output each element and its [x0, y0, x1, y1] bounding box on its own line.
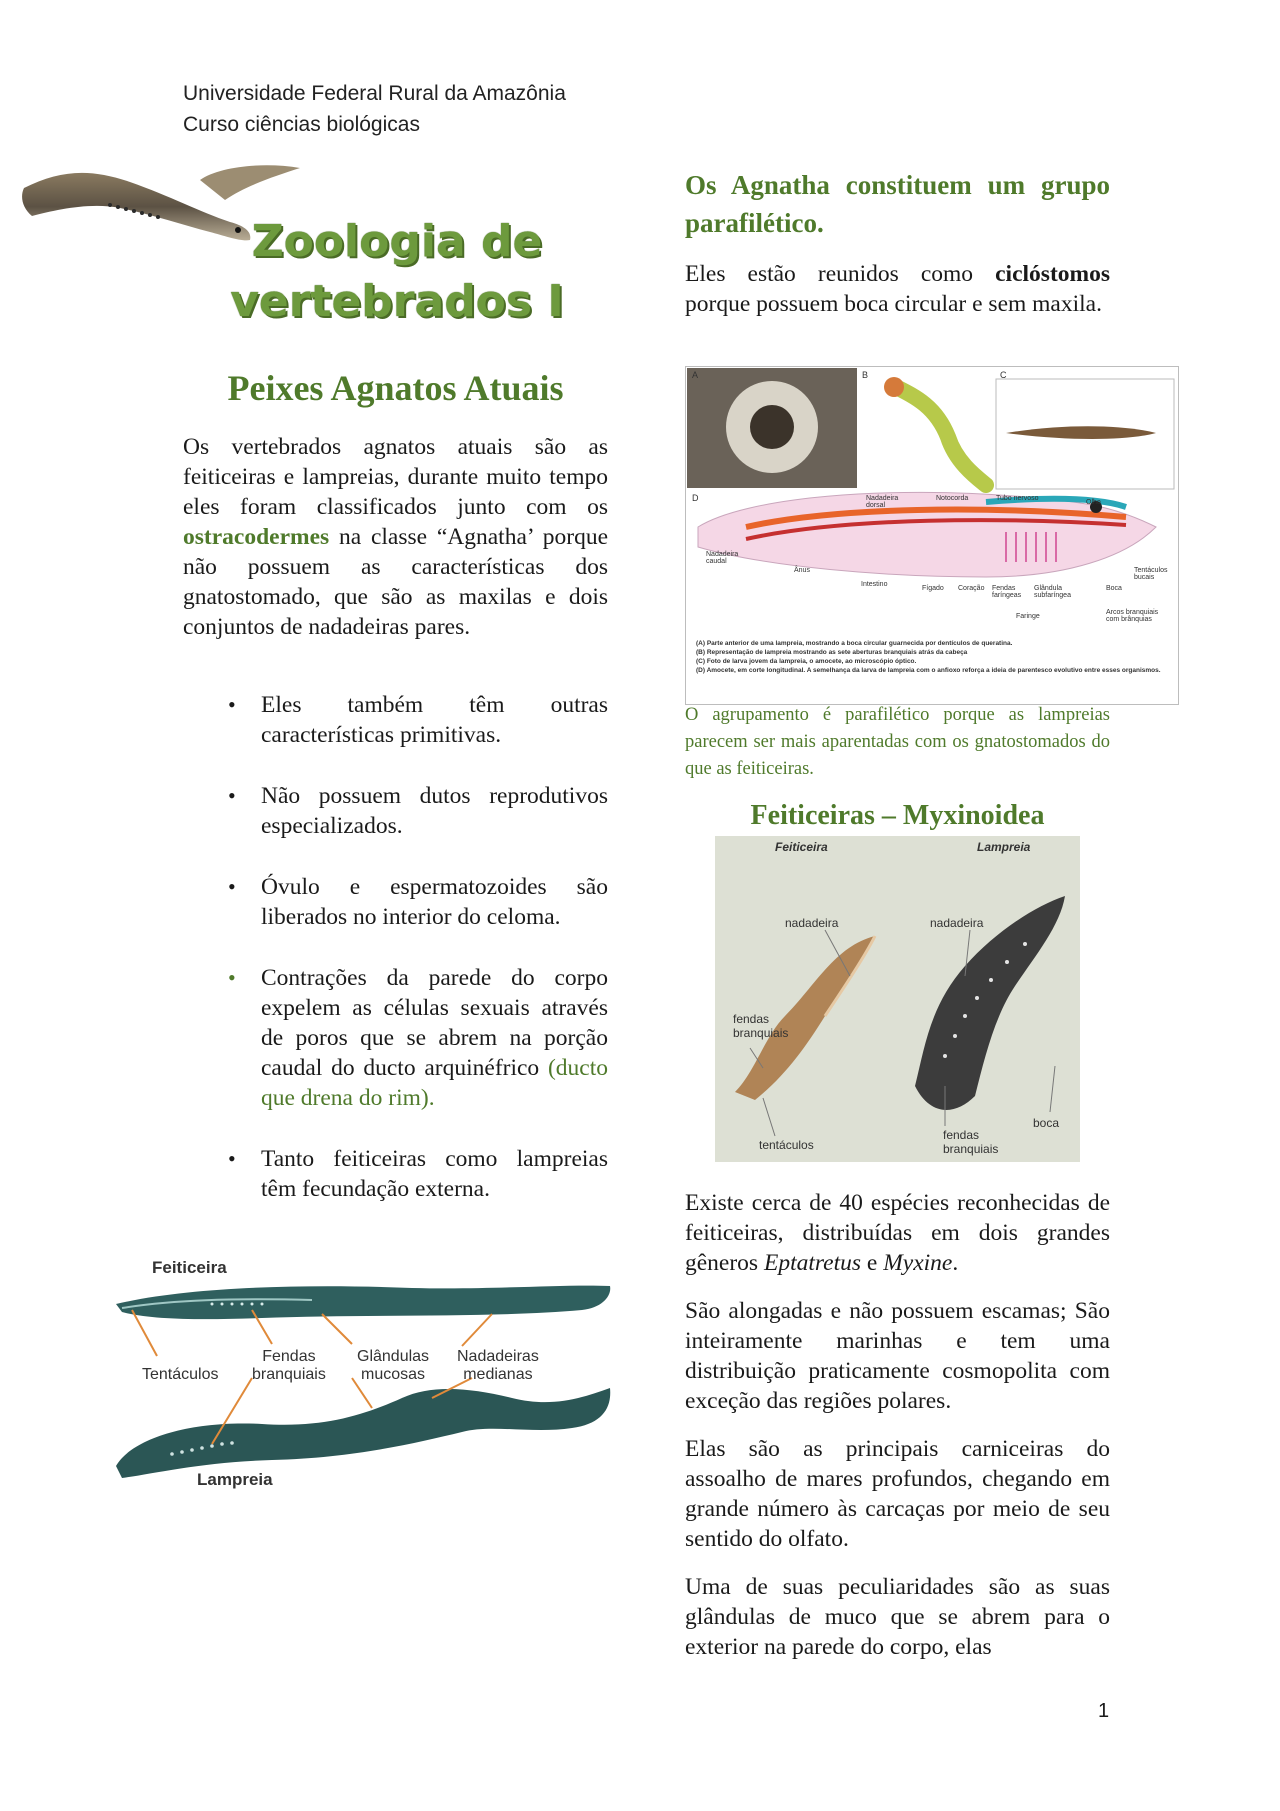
label-figado: Fígado: [922, 585, 944, 592]
duct-note: (ducto que drena do rim).: [261, 1055, 609, 1111]
intro-text-b: na classe “Agnatha’ porque não possuem as características dos gnatostomado, que são as maxilas e dois conjuntos de nadadeiras pares.: [183, 524, 609, 640]
label-glandula: Glândula subfaríngea: [1034, 585, 1071, 599]
compare-label-boca: boca: [1033, 1116, 1060, 1130]
scavenger-paragraph: Elas são as principais carniceiras do assoalho de mares profundos, chegando em grande número às carcaças por meio de seu sentido do olfato.: [685, 1436, 1110, 1552]
intro-text-a: Os vertebrados agnatos atuais são as feiticeiras e lampreias, durante muito tempo eles foram classificados junto com os: [183, 434, 608, 520]
intro-paragraph: [183, 432, 608, 642]
hagfish-lamprey-figure: [112, 1248, 612, 1498]
list-item: • Não possuem dutos reprodutivos especializados.: [228, 783, 608, 839]
list-item: • Óvulo e espermatozoides são liberados no interior do celoma.: [228, 874, 608, 930]
label-notocorda: Notocorda: [936, 495, 969, 502]
panel-c-label: C: [1000, 370, 1007, 380]
course-name: Curso ciências biológicas: [183, 113, 420, 136]
panel-d-label: D: [692, 493, 699, 503]
mucus-paragraph: Uma de suas peculiaridades são as suas glândulas de muco que se abrem para o exterior na parede do corpo, elas: [685, 1574, 1110, 1660]
compare-label-fendas-right: fendas branquiais: [943, 1128, 999, 1156]
label-tentaculos-bucais: Tentáculos bucais: [1134, 567, 1168, 581]
label-intestino: Intestino: [861, 581, 888, 588]
label-coracao: Coração: [958, 585, 985, 592]
bullet-icon: •: [228, 783, 236, 808]
label-anus: Ânus: [794, 567, 810, 574]
compare-label-feiticeira: Feiticeira: [775, 840, 828, 854]
genus-myxine: Myxine: [883, 1250, 953, 1276]
page-title: [222, 212, 572, 332]
label-fendas-faringeas: Fendas faríngeas: [992, 585, 1022, 599]
compare-label-nadadeira-right: nadadeira: [930, 916, 984, 930]
characteristics-list: [183, 690, 608, 1235]
label-nadadeira-caudal: Nadadeira caudal: [706, 551, 739, 565]
section-heading-agnatos: Peixes Agnatos Atuais: [227, 368, 564, 408]
institution-header: [183, 78, 566, 140]
paraphyly-caption: O agrupamento é parafilético porque as lampreias parecem ser mais aparentadas com os gnatostomados do que as feiticeiras.: [685, 705, 1110, 779]
label-boca: Boca: [1106, 585, 1122, 592]
title-line-2: vertebrados I: [230, 276, 564, 327]
label-nadadeiras-medianas: Nadadeiras medianas: [457, 1348, 539, 1383]
figure-label-feiticeira: Feiticeira: [152, 1258, 227, 1277]
species-paragraph: Existe cerca de 40 espécies reconhecidas de feiticeiras, distribuídas em dois grandes gêneros Eptatretus e Myxine.: [685, 1190, 1110, 1276]
list-item: • Contrações da parede do corpo expelem as células sexuais através de poros que se abrem na porção caudal do ducto arquinéfrico (ducto que drena do rim).: [228, 965, 609, 1111]
label-nadadeira-dorsal: Nadadeira dorsal: [866, 495, 899, 509]
compare-label-tentaculos: tentáculos: [759, 1138, 814, 1152]
label-olho: Olho: [1086, 499, 1101, 506]
section-heading-feiticeiras: Feiticeiras – Myxinoidea: [750, 800, 1045, 831]
comparison-drawing: [715, 836, 1080, 1162]
compare-label-fendas-left: fendas branquiais: [733, 1012, 789, 1040]
list-item: • Eles também têm outras características primitivas.: [228, 692, 608, 748]
label-tubo-nervoso: Tubo nervoso: [996, 495, 1039, 502]
cyclostome-term: ciclóstomos: [995, 261, 1110, 287]
bullet-icon: •: [228, 965, 236, 990]
morphology-paragraph: São alongadas e não possuem escamas; São inteiramente marinhas e tem uma distribuição praticamente cosmopolita com exceção das regiões polares.: [685, 1298, 1110, 1414]
page-number: 1: [1098, 1700, 1110, 1722]
lamprey-diagram-figure: [685, 366, 1179, 705]
university-name: Universidade Federal Rural da Amazônia: [183, 82, 566, 105]
label-faringe: Faringe: [1016, 613, 1040, 620]
diagram-caption: (A) Parte anterior de uma lampreia, mostrando a boca circular guarnecida por dentículos de queratina. (B) Representação de lampreia mostrando as sete aberturas branquiais atrás da cabeça (C) Foto de larva jovem da lampreia, o amocete, ao microscópio óptico. (D) Amocete, em corte longitudinal. A semelhança da larva de lampreia com o anfioxo reforça a ideia de parentesco evolutivo entre esses organismos.: [696, 640, 1161, 674]
figure-label-lampreia: Lampreia: [197, 1470, 273, 1489]
panel-b-label: B: [862, 370, 869, 380]
label-arcos-branquiais: Arcos branquiais com brânquias: [1106, 609, 1159, 623]
intro-highlight-term: ostracodermes: [183, 524, 330, 550]
compare-label-nadadeira-left: nadadeira: [785, 916, 839, 930]
cyclostome-paragraph: Eles estão reunidos como ciclóstomos porque possuem boca circular e sem maxila.: [685, 261, 1110, 317]
list-item: • Tanto feiticeiras como lampreias têm fecundação externa.: [228, 1146, 608, 1202]
label-fendas-branquiais: Fendas branquiais: [252, 1348, 326, 1383]
genus-eptatretus: Eptatretus: [763, 1250, 862, 1276]
section-heading-parafiletico: Os Agnatha constituem um grupo parafilético.: [685, 170, 1110, 238]
label-tentaculos: Tentáculos: [142, 1366, 219, 1383]
compare-label-lampreia: Lampreia: [977, 840, 1031, 854]
bullet-icon: •: [228, 692, 236, 717]
bullet-icon: •: [228, 1146, 236, 1171]
bullet-icon: •: [228, 874, 236, 899]
title-line-1: Zoologia de: [251, 216, 543, 267]
hagfish-vs-lamprey-figure: [715, 836, 1080, 1162]
label-glandulas-mucosas: Glândulas mucosas: [357, 1348, 430, 1383]
panel-a-label: A: [692, 370, 699, 380]
